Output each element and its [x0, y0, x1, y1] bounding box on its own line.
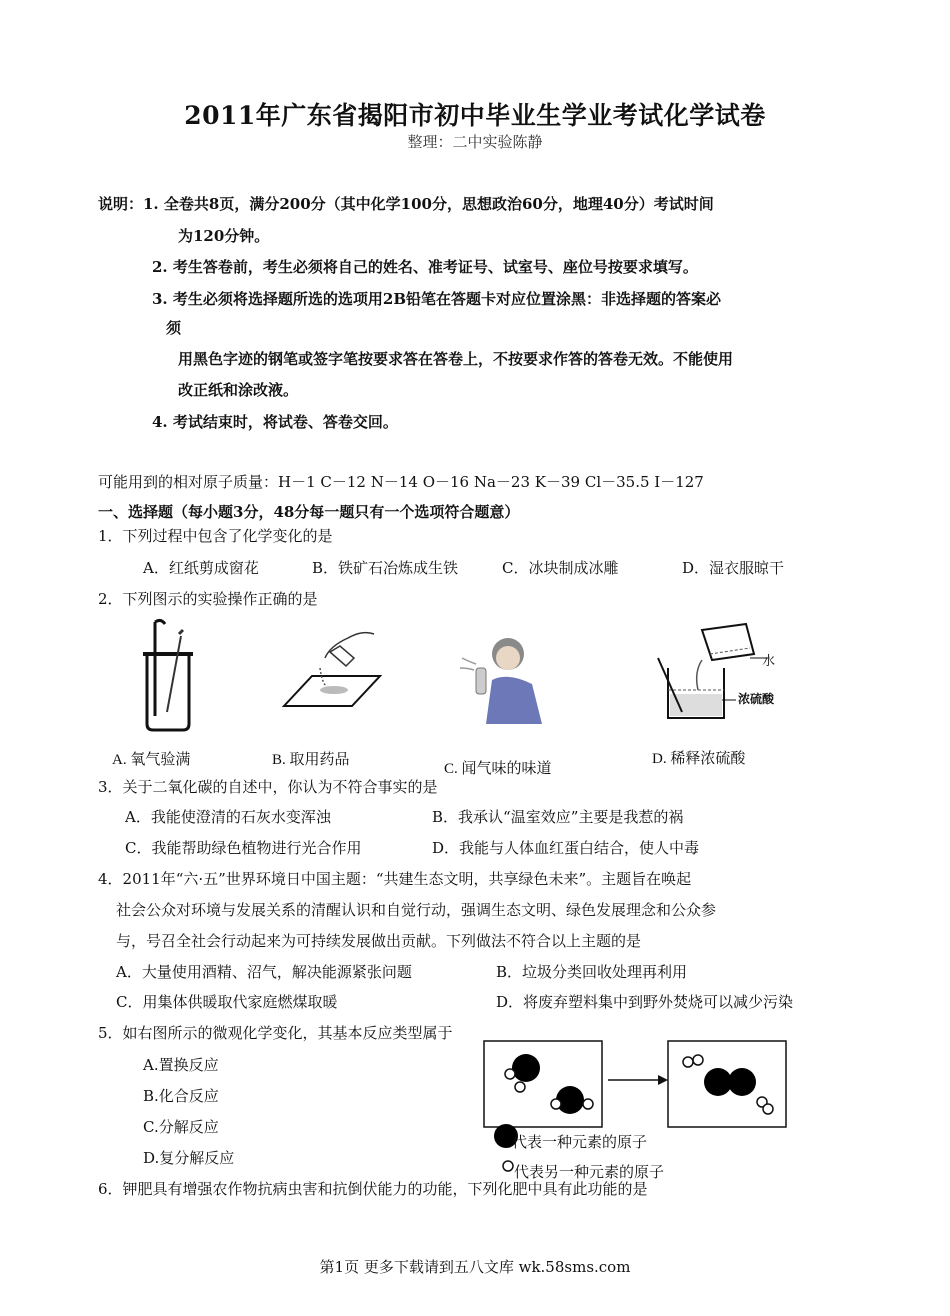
legend-white-label: 代表另一种元素的原子	[514, 1163, 665, 1181]
q2-caption-c: C. 闻气味的味道	[444, 761, 552, 777]
figure-b-taking-reagent	[270, 618, 385, 718]
q5-option-a: A.置换反应	[143, 1056, 219, 1074]
q1-option-d: D．湿衣服晾干	[682, 559, 785, 577]
q3-option-a: A．我能使澄清的石灰水变浑浊	[125, 808, 331, 826]
question-4-line-1: 4．2011年“六·五”世界环境日中国主题：“共建生态文明，共享绿色未来”。主题旨在唤起	[98, 870, 692, 888]
instruction-line-1b: 为120分钟。	[178, 227, 270, 245]
page-title: 2011年广东省揭阳市初中毕业生学业考试化学试卷	[184, 101, 766, 130]
q4-option-a: A．大量使用酒精、沼气，解决能源紧张问题	[116, 963, 412, 981]
figure-d-water-label: 水	[762, 654, 776, 669]
q5-option-c: C.分解反应	[143, 1118, 219, 1136]
instruction-line-2: 2. 考生答卷前，考生必须将自己的姓名、准考证号、试室号、座位号按要求填写。	[152, 258, 698, 276]
figure-a-oxygen-bottle	[125, 616, 205, 736]
question-3-stem: 3．关于二氧化碳的自述中，你认为不符合事实的是	[98, 778, 438, 796]
question-5-stem: 5．如右图所示的微观化学变化，其基本反应类型属于	[98, 1024, 453, 1042]
figure-d-acid-label: 浓硫酸	[738, 692, 775, 706]
q4-option-b: B．垃圾分类回收处理再利用	[496, 963, 688, 981]
q1-option-c: C．冰块制成冰雕	[502, 559, 619, 577]
q2-caption-d: D. 稀释浓硫酸	[652, 751, 746, 767]
q4-option-c: C．用集体供暖取代家庭燃煤取暖	[116, 993, 338, 1011]
question-6-stem: 6．钾肥具有增强农作物抗病虫害和抗倒伏能力的功能，下列化肥中具有此功能的是	[98, 1180, 648, 1198]
q3-option-b: B．我承认“温室效应”主要是我惹的祸	[432, 808, 684, 826]
page-footer: 第1页 更多下载请到五八文库 wk.58sms.com	[319, 1258, 631, 1276]
figure-d-diluting-acid	[650, 620, 775, 730]
question-4-line-3: 与，号召全社会行动起来为可持续发展做出贡献。下列做法不符合以上主题的是	[116, 932, 642, 950]
q3-option-d: D．我能与人体血红蛋白结合，使人中毒	[432, 839, 700, 857]
atomic-masses: 可能用到的相对原子质量：H－1 C－12 N－14 O－16 Na－23 K－39 Cl－35.5 I－127	[98, 473, 704, 491]
page-subtitle: 整理：二中实验陈静	[407, 133, 543, 151]
q3-option-c: C．我能帮助绿色植物进行光合作用	[125, 839, 362, 857]
instruction-line-3d: 改正纸和涂改液。	[178, 381, 299, 399]
question-4-line-2: 社会公众对环境与发展关系的清醒认识和自觉行动，强调生态文明、绿色发展理念和公众参	[116, 901, 717, 919]
figure-c-smelling	[450, 628, 550, 728]
instruction-line-4: 4. 考试结束时，将试卷、答卷交回。	[152, 413, 398, 431]
q1-option-a: A．红纸剪成窗花	[143, 559, 259, 577]
instruction-line-1: 说明：1. 全卷共8页，满分200分（其中化学100分，思想政治60分，地理40分）考试时间	[98, 195, 714, 213]
question-2-stem: 2．下列图示的实验操作正确的是	[98, 590, 318, 608]
instruction-line-3b: 须	[166, 319, 182, 337]
q2-caption-b: B. 取用药品	[272, 752, 350, 768]
legend-black-label: 代表一种元素的原子	[512, 1133, 648, 1151]
instruction-line-3c: 用黑色字迹的钢笔或签字笔按要求答在答卷上，不按要求作答的答卷无效。不能使用	[178, 350, 734, 368]
q2-caption-a: A. 氧气验满	[112, 752, 191, 768]
section-heading: 一、选择题（每小题3分，48分每一题只有一个选项符合题意）	[98, 503, 520, 521]
instruction-line-3: 3. 考生必须将选择题所选的选项用2B铅笔在答题卡对应位置涂黑：非选择题的答案必	[152, 290, 722, 308]
q5-option-b: B.化合反应	[143, 1087, 219, 1105]
reaction-diagram	[480, 1038, 810, 1138]
q1-option-b: B．铁矿石冶炼成生铁	[312, 559, 459, 577]
question-1-stem: 1．下列过程中包含了化学变化的是	[98, 527, 333, 545]
q4-option-d: D．将废弃塑料集中到野外焚烧可以减少污染	[496, 993, 794, 1011]
q5-option-d: D.复分解反应	[143, 1149, 235, 1167]
